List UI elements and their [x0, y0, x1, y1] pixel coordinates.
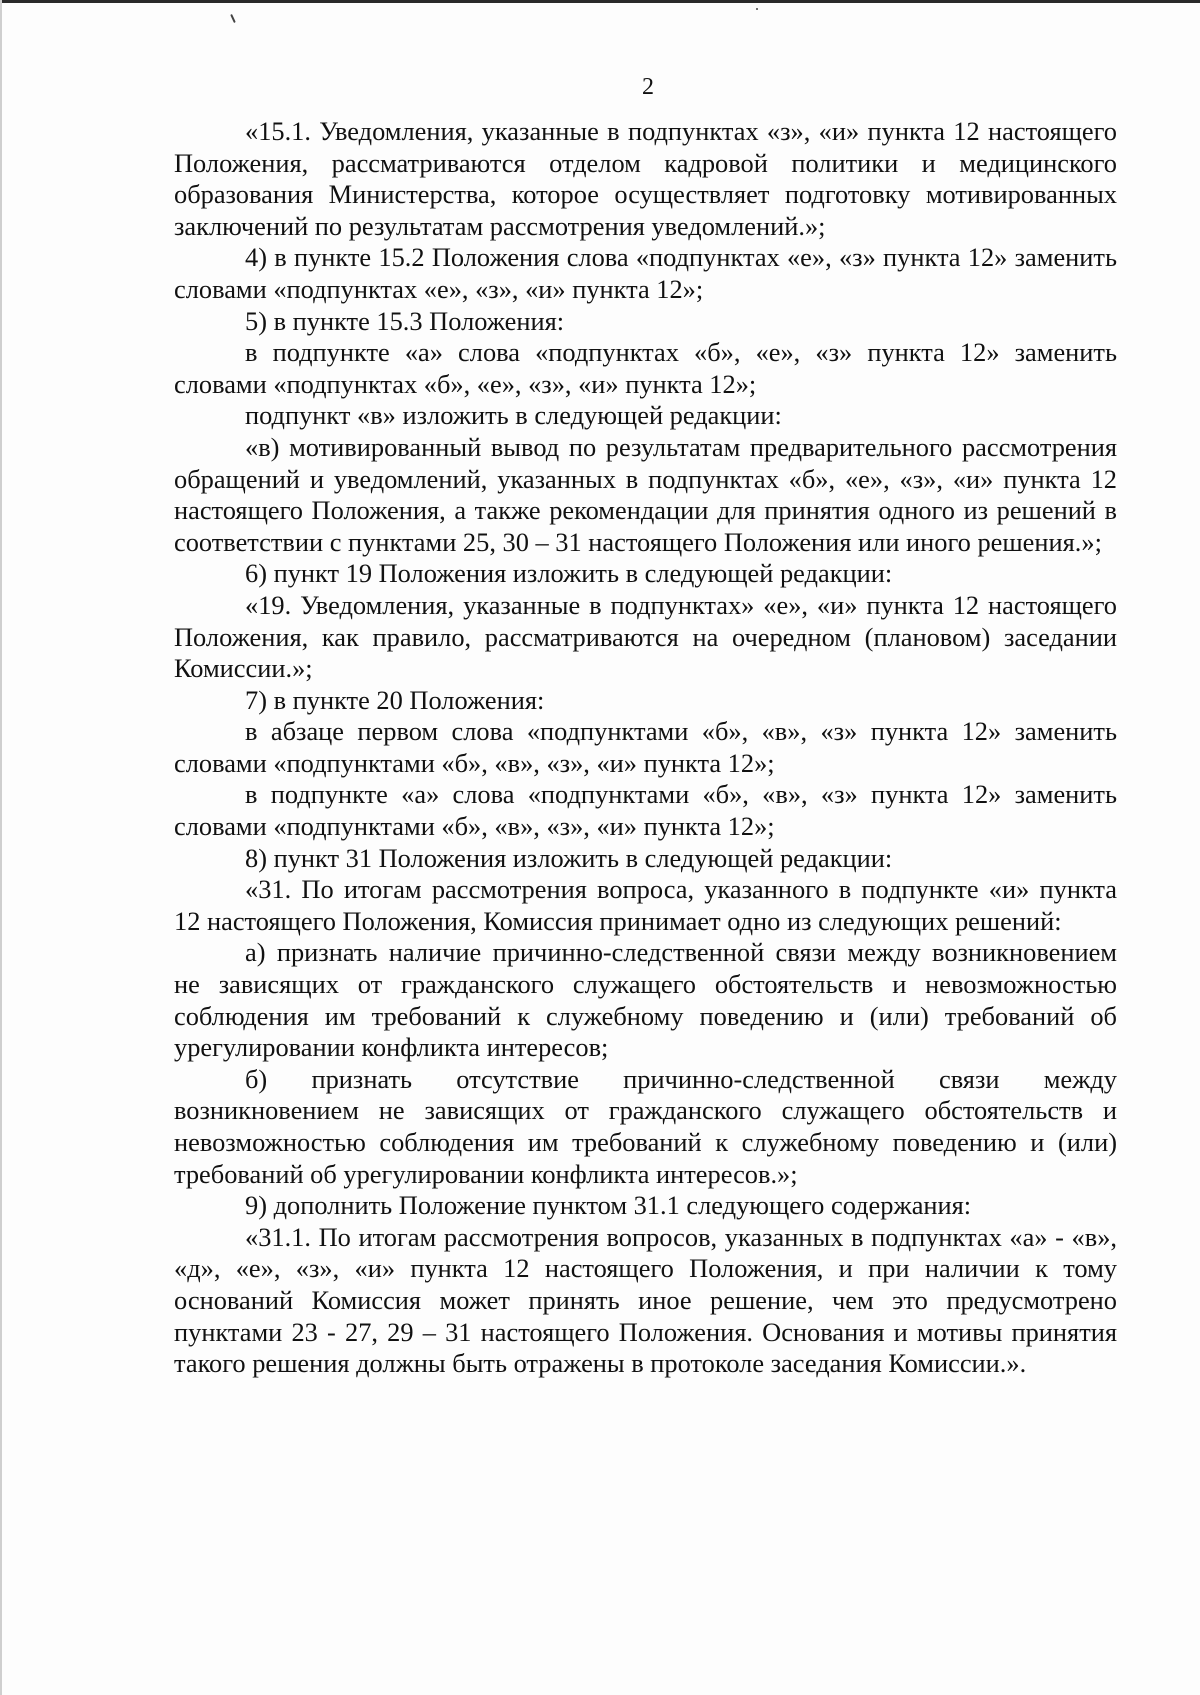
- paragraph: б) признать отсутствие причинно-следственной связи между возникновением не зависящих от гражданского служащего обстоятельств и невозможностью соблюдения им требований к служебному поведению и (или) требований об урегулировании конфликта интересов.»;: [174, 1063, 1117, 1189]
- paragraph: 9) дополнить Положение пунктом 31.1 следующего содержания:: [245, 1190, 972, 1221]
- paragraph: 7) в пункте 20 Положения:: [245, 684, 545, 715]
- paragraph: 4) в пункте 15.2 Положения слова «подпунктах «е», «з» пункта 12» заменить словами «подпунктах «е», «з», «и» пункта 12»;: [174, 242, 1117, 304]
- scan-speck: [756, 8, 758, 10]
- scan-speck: [230, 14, 236, 23]
- paragraph: 8) пункт 31 Положения изложить в следующей редакции:: [245, 842, 893, 873]
- scan-left-edge: [0, 0, 2, 1695]
- paragraph: «19. Уведомления, указанные в подпунктах» «е», «и» пункта 12 настоящего Положения, как правило, рассматриваются на очередном (плановом) заседании Комиссии.»;: [174, 589, 1117, 684]
- document-body: [174, 116, 1117, 1380]
- paragraph: подпункт «в» изложить в следующей редакции:: [245, 400, 782, 431]
- paragraph: 5) в пункте 15.3 Положения:: [245, 305, 565, 336]
- paragraph: «в) мотивированный вывод по результатам предварительного рассмотрения обращений и уведомлений, указанных в подпунктах «б», «е», «з», «и» пункта 12 настоящего Положения, а также рекомендации для принятия одного из решений в соответствии с пунктами 25, 30 – 31 настоящего Положения или иного решения.»;: [174, 431, 1117, 557]
- paragraph: «31. По итогам рассмотрения вопроса, указанного в подпункте «и» пункта 12 настоящего Положения, Комиссия принимает одно из следующих решений:: [174, 874, 1117, 936]
- paragraph: 6) пункт 19 Положения изложить в следующей редакции:: [245, 558, 893, 589]
- paragraph: в подпункте «а» слова «подпунктами «б», «в», «з» пункта 12» заменить словами «подпунктами «б», «в», «з», «и» пункта 12»;: [174, 779, 1117, 842]
- paragraph: в подпункте «а» слова «подпунктах «б», «е», «з» пункта 12» заменить словами «подпунктах «б», «е», «з», «и» пункта 12»;: [174, 337, 1117, 399]
- paragraph: «15.1. Уведомления, указанные в подпунктах «з», «и» пункта 12 настоящего Положения, рассматриваются отделом кадровой политики и медицинского образования Министерства, которое осуществляет подготовку мотивированных заключений по результатам рассмотрения уведомлений.»;: [174, 116, 1117, 241]
- scan-top-edge: [0, 0, 1200, 3]
- paragraph: а) признать наличие причинно-следственной связи между возникновением не зависящих от гражданского служащего обстоятельств и невозможностью соблюдения им требований к служебному поведению и (или) требований об урегулировании конфликта интересов;: [174, 937, 1117, 1063]
- page-number: 2: [642, 74, 654, 100]
- paragraph: «31.1. По итогам рассмотрения вопросов, указанных в подпунктах «а» - «в», «д», «е», «з», «и» пункта 12 настоящего Положения, и при наличии к тому оснований Комиссия может принять иное решение, чем это предусмотрено пунктами 23 - 27, 29 – 31 настоящего Положения. Основания и мотивы принятия такого решения должны быть отражены в протоколе заседания Комиссии.».: [174, 1221, 1117, 1379]
- paragraph: в абзаце первом слова «подпунктами «б», «в», «з» пункта 12» заменить словами «подпунктами «б», «в», «з», «и» пункта 12»;: [174, 716, 1117, 778]
